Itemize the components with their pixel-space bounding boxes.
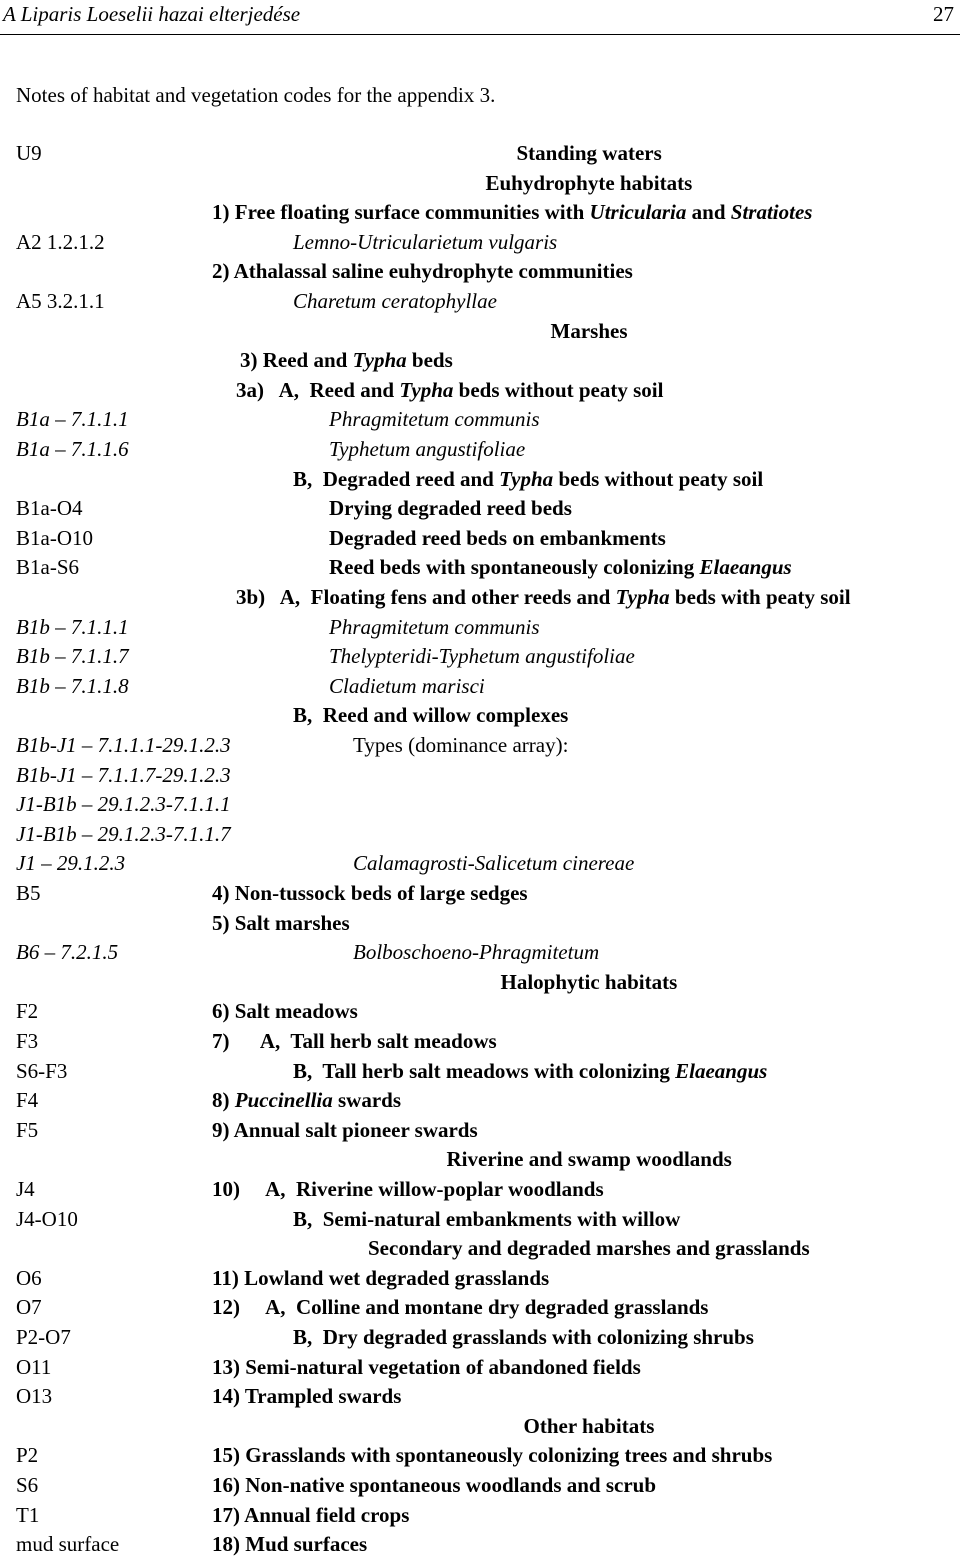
section-heading [447, 1145, 732, 1174]
habitat-description [329, 435, 525, 464]
description-fragment: beds with peaty soil [669, 585, 851, 609]
habitat-row [0, 1234, 960, 1263]
description-fragment: Thelypteridi-Typhetum angustifoliae [329, 644, 635, 669]
section-heading [368, 1234, 810, 1263]
habitat-row [0, 613, 960, 642]
habitat-row [0, 761, 960, 790]
description-fragment: Marshes [550, 318, 628, 343]
habitat-code: B1b-J1 – 7.1.1.7-29.1.2.3 [16, 762, 231, 787]
habitat-code: J1-B1b – 29.1.2.3-7.1.1.7 [16, 821, 231, 846]
habitat-code: J1-B1b – 29.1.2.3-7.1.1.1 [16, 792, 231, 817]
habitat-description [212, 1293, 708, 1322]
habitat-code: B1a-O10 [16, 525, 93, 550]
habitat-code: F4 [16, 1088, 39, 1113]
habitat-row [0, 672, 960, 701]
habitat-code: O13 [16, 1384, 53, 1409]
description-fragment: 17) Annual field crops [212, 1502, 410, 1527]
habitat-code: B5 [16, 881, 41, 905]
habitat-description [293, 287, 497, 316]
habitat-row [0, 1530, 960, 1559]
description-fragment: 12) A, Colline and montane dry degraded grasslands [212, 1295, 709, 1320]
habitat-description [212, 1530, 367, 1559]
habitat-description [212, 1441, 772, 1470]
habitat-code: P2-O7 [16, 1325, 71, 1349]
habitat-row [0, 879, 960, 908]
habitat-row [0, 228, 960, 257]
habitat-description [353, 938, 599, 967]
habitat-description [293, 701, 568, 730]
habitat-description [353, 849, 634, 878]
page-number: 27 [933, 2, 954, 26]
habitat-description [236, 376, 663, 405]
habitat-row [0, 465, 960, 494]
habitat-code: O6 [16, 1265, 42, 1290]
habitat-code: B1b – 7.1.1.8 [16, 673, 129, 698]
description-fragment: B, Degraded reed and [293, 466, 500, 491]
habitat-row [0, 849, 960, 878]
description-fragment: B, Semi-natural embankments with willow [293, 1206, 681, 1231]
description-fragment: 2) Athalassal saline euhydrophyte communities [212, 259, 633, 284]
habitat-description [329, 642, 635, 671]
description-fragment: Calamagrosti-Salicetum cinereae [353, 851, 635, 876]
habitat-description [293, 228, 557, 257]
habitat-description [212, 1501, 409, 1530]
habitat-row [0, 997, 960, 1026]
habitat-code: F5 [16, 1117, 39, 1142]
habitat-description [212, 997, 358, 1026]
habitat-description [212, 1353, 641, 1382]
habitat-row [0, 731, 960, 760]
habitat-row [0, 1057, 960, 1086]
description-fragment: 18) Mud surfaces [212, 1532, 368, 1557]
habitat-code: mud surface [16, 1532, 120, 1557]
habitat-code: S6-F3 [16, 1058, 68, 1083]
habitat-row [0, 524, 960, 553]
running-title: A Liparis Loeselii hazai elterjedése [3, 2, 301, 26]
habitat-code: J1 – 29.1.2.3 [16, 851, 126, 876]
habitat-description [329, 553, 792, 582]
description-fragment: Degraded reed beds on embankments [329, 525, 666, 550]
habitat-row [0, 1264, 960, 1293]
habitat-code: F3 [16, 1029, 39, 1053]
section-heading [486, 169, 693, 198]
description-fragment: 3) Reed and [240, 348, 353, 373]
description-fragment: Typha [352, 348, 407, 373]
description-fragment: Stratiotes [730, 200, 813, 225]
habitat-row [0, 701, 960, 730]
habitat-description [212, 879, 528, 908]
habitat-description [329, 613, 540, 642]
habitat-row [0, 1323, 960, 1352]
habitat-row [0, 435, 960, 464]
habitat-row [0, 1471, 960, 1500]
habitat-code: B6 – 7.2.1.5 [16, 940, 119, 965]
description-fragment: 9) Annual salt pioneer swards [212, 1117, 478, 1142]
habitat-code: F2 [16, 999, 39, 1024]
description-fragment: 14) Trampled swards [212, 1384, 402, 1409]
habitat-description [212, 1471, 656, 1500]
habitat-description [212, 1027, 497, 1056]
habitat-row [0, 287, 960, 316]
page-header [0, 0, 960, 35]
description-fragment: 15) Grasslands with spontaneously colonizing trees and shrubs [212, 1443, 773, 1468]
habitat-code: B1a-O4 [16, 496, 83, 521]
description-fragment: Standing waters [516, 141, 662, 165]
habitat-row [0, 1441, 960, 1470]
habitat-description [240, 346, 453, 375]
habitat-description [293, 465, 763, 494]
description-fragment: Elaeangus [675, 1058, 768, 1083]
habitat-code: B1b – 7.1.1.1 [16, 614, 129, 639]
habitat-description [329, 524, 666, 553]
description-fragment: swards [332, 1088, 402, 1113]
section-heading [501, 968, 678, 997]
description-fragment: Halophytic habitats [500, 969, 678, 994]
habitat-row [0, 346, 960, 375]
description-fragment: 3b) A, Floating fens and other reeds and [236, 585, 616, 609]
habitat-code: B1a – 7.1.1.1 [16, 407, 129, 432]
description-fragment: 13) Semi-natural vegetation of abandoned fields [212, 1354, 641, 1379]
description-fragment: Elaeangus [699, 555, 792, 580]
section-heading [551, 317, 628, 346]
habitat-code: S6 [16, 1473, 39, 1497]
description-fragment: B, Tall herb salt meadows with colonizing [293, 1058, 676, 1083]
description-fragment: Types (dominance array): [353, 733, 569, 757]
description-fragment: 5) Salt marshes [212, 910, 350, 935]
habitat-description [353, 731, 568, 760]
habitat-row [0, 1293, 960, 1322]
description-fragment: B, Dry degraded grasslands with colonizing shrubs [293, 1325, 754, 1349]
description-fragment: Phragmitetum communis [329, 407, 540, 432]
habitat-code: J4-O10 [16, 1206, 78, 1231]
habitat-code: J4 [16, 1177, 35, 1201]
habitat-row [0, 1175, 960, 1204]
description-fragment: Phragmitetum communis [329, 614, 540, 639]
description-fragment: 8) [212, 1088, 235, 1113]
intro-note: Notes of habitat and vegetation codes for the appendix 3. [16, 83, 496, 107]
habitat-description [236, 583, 851, 612]
description-fragment: B, Reed and willow complexes [293, 703, 569, 728]
description-fragment: Typhetum angustifoliae [329, 437, 526, 461]
habitat-code: U9 [16, 141, 42, 165]
habitat-code: A2 1.2.1.2 [16, 229, 105, 254]
description-fragment: beds without peaty soil [453, 377, 664, 402]
habitat-row [0, 553, 960, 582]
habitat-description [212, 198, 812, 227]
habitat-code: B1b-J1 – 7.1.1.1-29.1.2.3 [16, 733, 231, 757]
habitat-row [0, 1501, 960, 1530]
section-heading [517, 139, 662, 168]
habitat-code: B1a-S6 [16, 555, 79, 580]
habitat-description [329, 672, 485, 701]
habitat-row [0, 1412, 960, 1441]
habitat-row [0, 169, 960, 198]
habitat-row [0, 139, 960, 168]
habitat-code: O7 [16, 1295, 42, 1320]
description-fragment: Drying degraded reed beds [329, 496, 572, 521]
habitat-row [0, 1116, 960, 1145]
description-fragment: Cladietum marisci [329, 673, 485, 698]
habitat-row [0, 405, 960, 434]
description-fragment: Bolboschoeno-Phragmitetum [353, 940, 600, 965]
habitat-row [0, 1027, 960, 1056]
habitat-description [212, 909, 350, 938]
habitat-row [0, 1205, 960, 1234]
description-fragment: 6) Salt meadows [212, 999, 358, 1024]
description-fragment: Utricularia [589, 200, 687, 225]
habitat-description [293, 1205, 680, 1234]
description-fragment: beds without peaty soil [553, 466, 764, 491]
habitat-row [0, 317, 960, 346]
habitat-row [0, 1353, 960, 1382]
habitat-description [212, 257, 633, 286]
habitat-row [0, 257, 960, 286]
habitat-description [212, 1175, 604, 1204]
habitat-row [0, 968, 960, 997]
description-fragment: 4) Non-tussock beds of large sedges [212, 881, 528, 905]
habitat-description [293, 1057, 767, 1086]
habitat-code: A5 3.2.1.1 [16, 289, 105, 313]
description-fragment: Puccinellia [234, 1088, 333, 1113]
description-fragment: and [686, 200, 731, 225]
habitat-description [212, 1116, 478, 1145]
habitat-code: B1b – 7.1.1.7 [16, 644, 129, 669]
habitat-row [0, 583, 960, 612]
habitat-row [0, 376, 960, 405]
habitat-description [329, 494, 572, 523]
description-fragment: 16) Non-native spontaneous woodlands and scrub [212, 1473, 657, 1497]
description-fragment: Typha [499, 466, 554, 491]
habitat-row [0, 938, 960, 967]
section-heading [524, 1412, 655, 1441]
description-fragment: Other habitats [523, 1413, 655, 1438]
habitat-row [0, 820, 960, 849]
description-fragment: Riverine and swamp woodlands [446, 1147, 732, 1172]
description-fragment: 1) Free floating surface communities with [212, 200, 590, 225]
habitat-row [0, 909, 960, 938]
description-fragment: Typha [399, 377, 454, 402]
description-fragment: Lemno-Utricularietum vulgaris [293, 229, 558, 254]
habitat-row [0, 198, 960, 227]
description-fragment: Typha [615, 585, 670, 609]
habitat-description [212, 1086, 401, 1115]
habitat-row [0, 1382, 960, 1411]
habitat-description [212, 1264, 549, 1293]
habitat-description [212, 1382, 401, 1411]
habitat-code: P2 [16, 1443, 39, 1468]
description-fragment: 7) A, Tall herb salt meadows [212, 1029, 497, 1053]
habitat-code: O11 [16, 1354, 52, 1379]
description-fragment: Euhydrophyte habitats [485, 170, 693, 195]
habitat-row [0, 1086, 960, 1115]
description-fragment: 11) Lowland wet degraded grasslands [212, 1265, 550, 1290]
habitat-row [0, 790, 960, 819]
description-fragment: 10) A, Riverine willow-poplar woodlands [212, 1177, 604, 1201]
description-fragment: 3a) A, Reed and [236, 377, 400, 402]
habitat-code: T1 [16, 1502, 40, 1527]
habitat-row [0, 494, 960, 523]
description-fragment: beds [406, 348, 453, 373]
description-fragment: Charetum ceratophyllae [293, 289, 497, 313]
description-fragment: Secondary and degraded marshes and grasslands [368, 1236, 810, 1261]
habitat-row [0, 642, 960, 671]
habitat-code: B1a – 7.1.1.6 [16, 437, 129, 461]
habitat-description [293, 1323, 754, 1352]
description-fragment: Reed beds with spontaneously colonizing [329, 555, 700, 580]
habitat-description [329, 405, 540, 434]
habitat-row [0, 1145, 960, 1174]
